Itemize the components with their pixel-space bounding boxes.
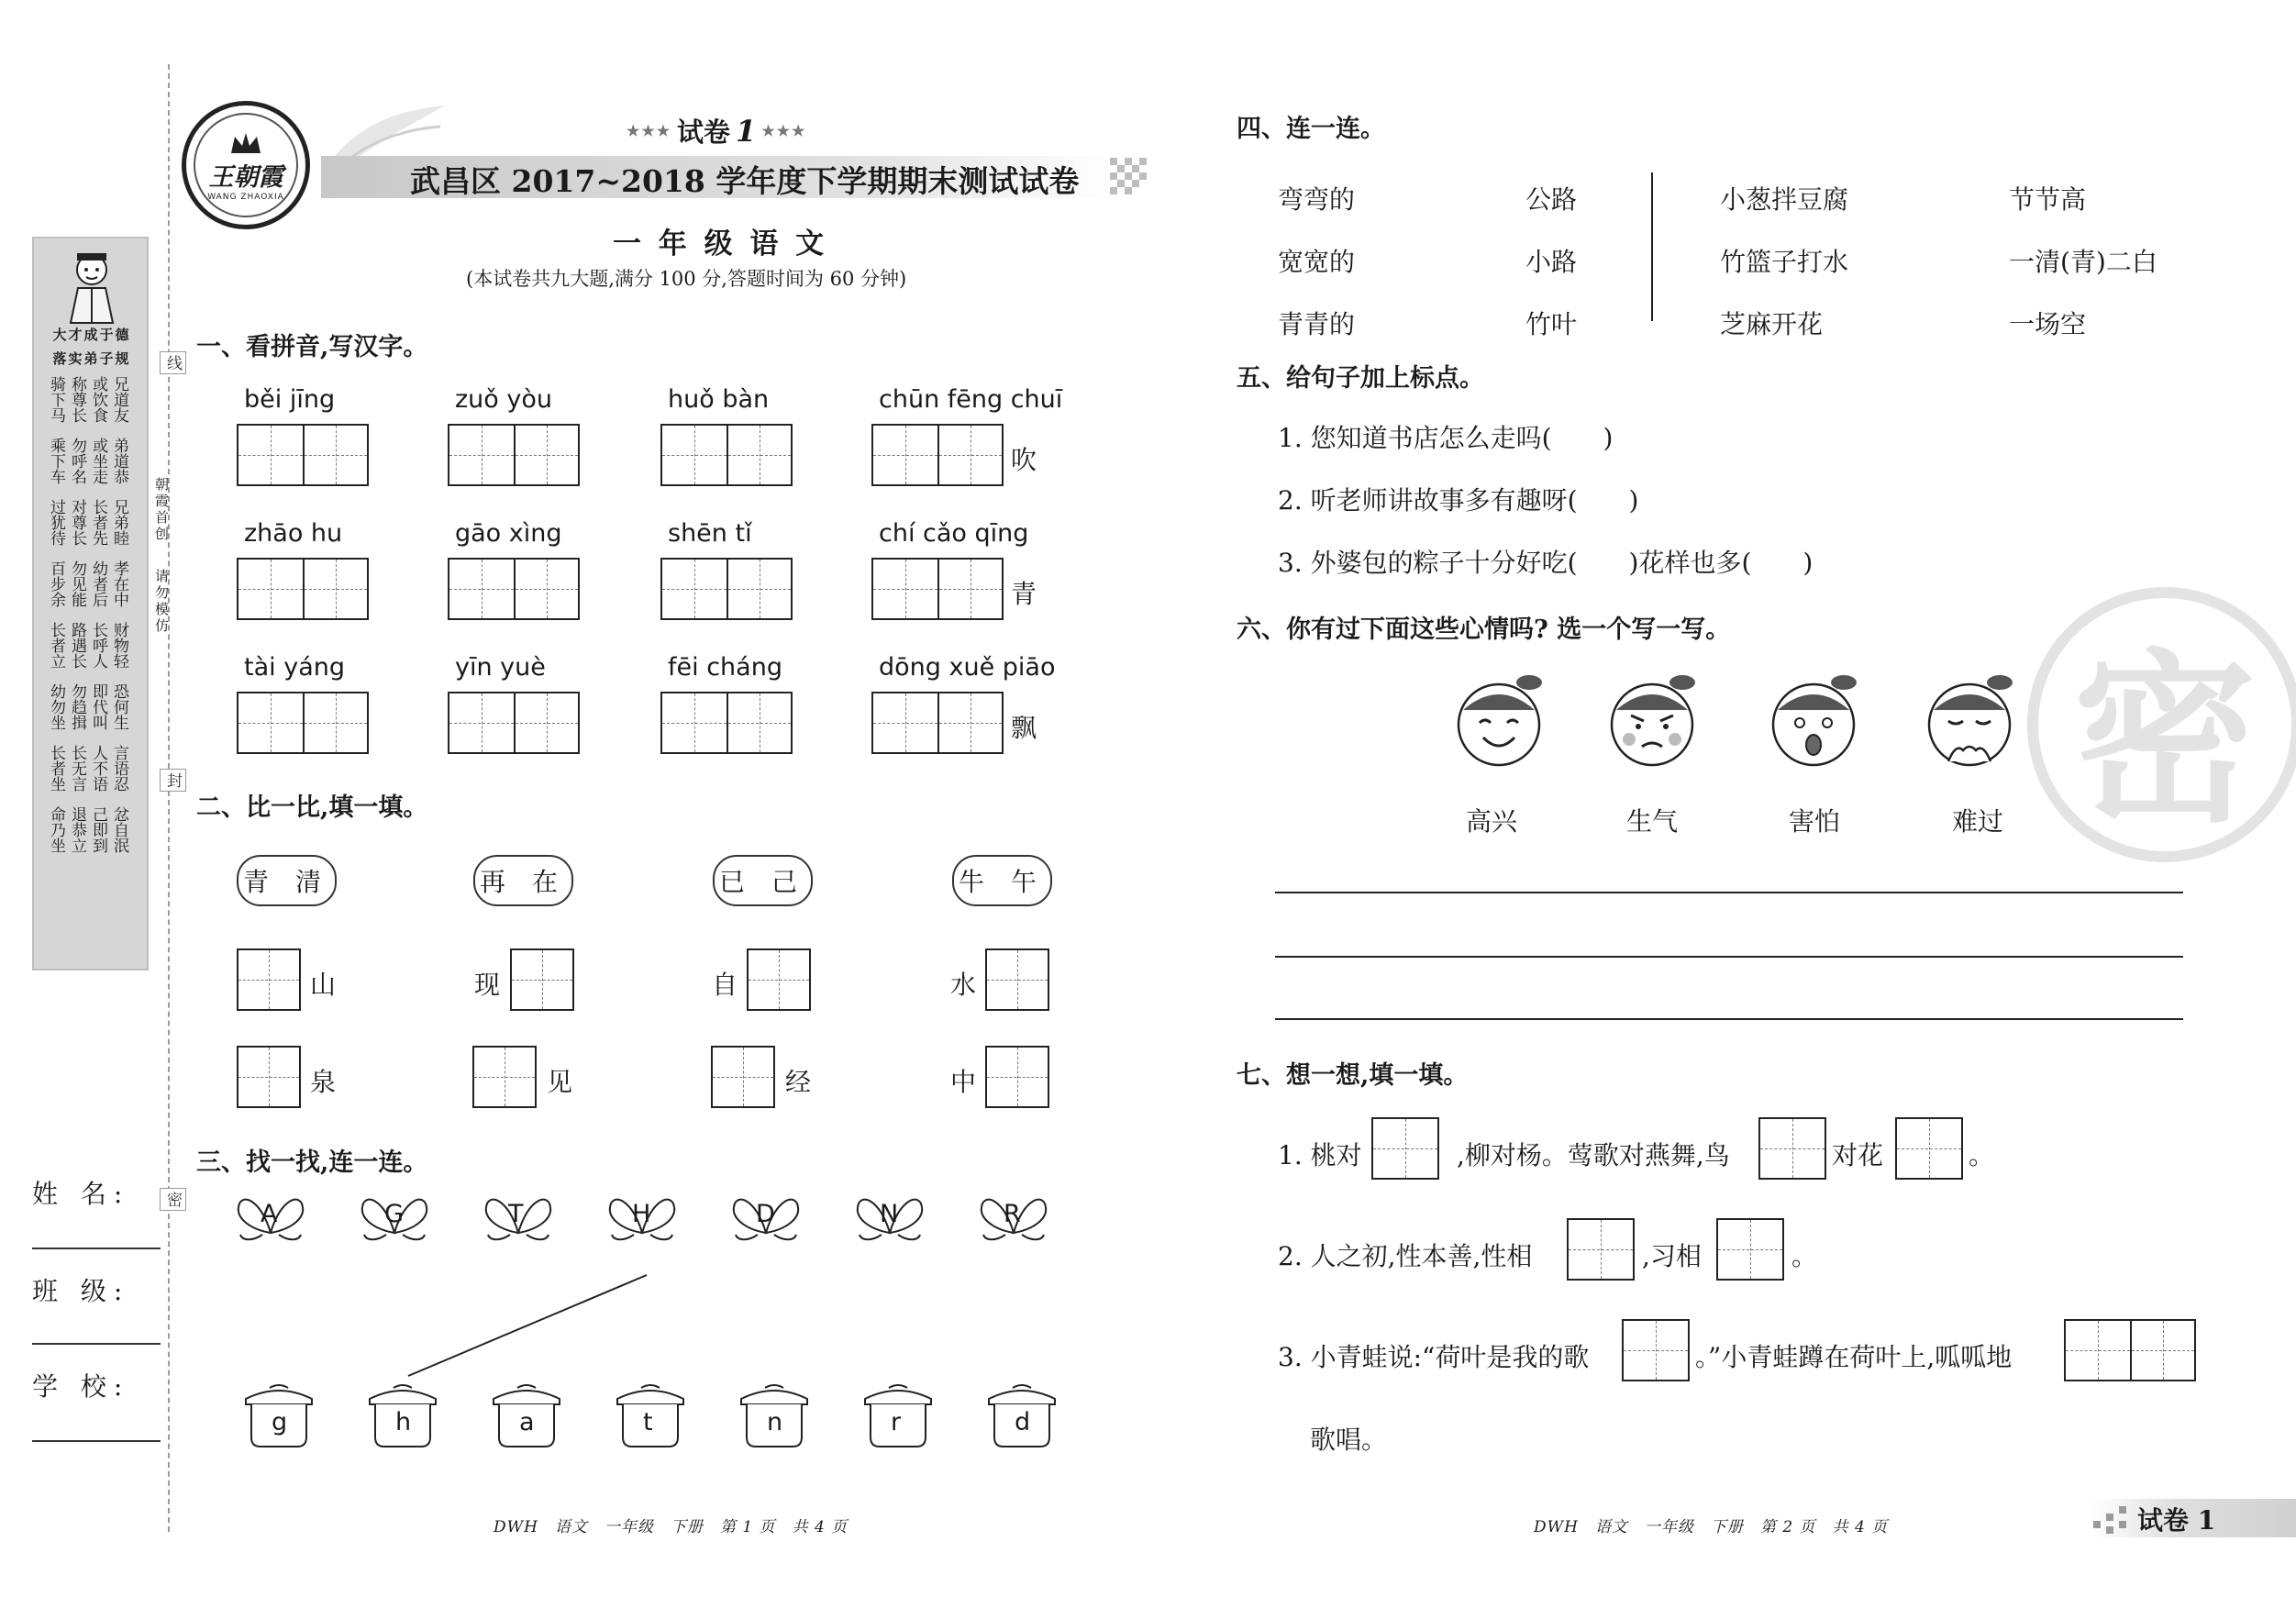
hanzi-writing-box[interactable] — [448, 424, 580, 486]
pinyin-label: gāo xìng — [455, 519, 562, 548]
punctuation-item: 1. 您知道书店怎么走吗( ) — [1278, 423, 1614, 453]
scholar-figure-icon — [61, 246, 122, 325]
house-card[interactable] — [614, 1381, 687, 1453]
lowercase-letter: h — [395, 1408, 412, 1436]
section7-title: 七、想一想,填一填。 — [1237, 1061, 1469, 1090]
answer-line[interactable] — [1275, 956, 2183, 958]
footer-left: DWH 语文 一年级 下册 第 1 页 共 4 页 — [494, 1518, 849, 1536]
lowercase-letter: r — [891, 1408, 902, 1436]
butterfly-card[interactable] — [606, 1191, 678, 1248]
answer-box[interactable] — [1622, 1319, 1690, 1381]
house-card[interactable] — [985, 1381, 1059, 1453]
pinyin-label: chí cǎo qīng — [879, 519, 1029, 548]
fill-text: 1. 桃对 — [1278, 1140, 1362, 1170]
uppercase-letter: G — [384, 1200, 404, 1228]
compare-pair: 青 清 — [237, 855, 337, 906]
fill-text: 对花 — [1832, 1140, 1884, 1170]
suffix-char: 吹 — [1011, 445, 1037, 475]
mood-label: 高兴 — [1466, 806, 1518, 837]
name-field[interactable] — [32, 1248, 161, 1249]
pinyin-label: zuǒ yòu — [455, 385, 552, 414]
butterfly-card[interactable] — [482, 1191, 554, 1248]
exam-note: (本试卷共九大题,满分 100 分,答题时间为 60 分钟) — [466, 268, 907, 290]
binding-mark-line: 线 — [160, 351, 186, 374]
match-item: 弯弯的 — [1278, 184, 1356, 215]
fill-text: 。 — [1969, 1140, 1995, 1170]
verse-group: 命乃坐 退恭立 己即到 忿自泯 — [47, 806, 128, 853]
fill-text: ,习相 — [1642, 1241, 1702, 1271]
hanzi-writing-box[interactable] — [871, 424, 1004, 486]
section6-title: 六、你有过下面这些心情吗? 选一个写一写。 — [1237, 616, 1731, 644]
answer-box[interactable] — [2064, 1319, 2196, 1381]
scared-face-icon — [1759, 670, 1868, 771]
fill-word: 中 — [950, 1067, 977, 1097]
checker-decoration-icon — [2093, 1503, 2134, 1534]
fill-word: 泉 — [310, 1067, 337, 1097]
match-col-4 — [2009, 169, 2157, 356]
answer-box[interactable] — [472, 1046, 537, 1108]
house-card[interactable] — [861, 1381, 935, 1453]
uppercase-letter: H — [632, 1200, 651, 1228]
school-field[interactable] — [32, 1440, 161, 1442]
verse-group: 长者坐 长无言 人不语 言语忍 — [47, 745, 128, 792]
class-field[interactable] — [32, 1343, 161, 1345]
answer-box[interactable] — [1371, 1117, 1439, 1180]
section3-title: 三、找一找,连一连。 — [196, 1148, 428, 1177]
fill-word: 现 — [474, 970, 501, 1000]
brand-name: 王朝霞 — [208, 162, 283, 192]
match-item: 青青的 — [1278, 309, 1356, 339]
copyright-note-1: 朝霞首创 — [153, 477, 170, 543]
verse-group: 乘下车 勿呼名 或坐走 弟道恭 — [47, 438, 128, 484]
answer-box[interactable] — [1716, 1218, 1784, 1281]
compare-pair: 牛 午 — [952, 855, 1052, 906]
answer-box[interactable] — [1567, 1218, 1635, 1281]
lowercase-letter: t — [643, 1408, 653, 1436]
fill-text: ,柳对杨。莺歌对燕舞,鸟 — [1457, 1140, 1730, 1170]
house-card[interactable] — [490, 1381, 563, 1453]
pinyin-label: tài yáng — [244, 653, 345, 682]
lowercase-letter: a — [519, 1408, 535, 1436]
match-item: 芝麻开花 — [1720, 309, 1824, 339]
verse-group: 百步余 勿见能 幼者后 孝在中 — [47, 560, 128, 607]
answer-box[interactable] — [1758, 1117, 1826, 1180]
section1-title: 一、看拼音,写汉字。 — [196, 333, 428, 361]
answer-line[interactable] — [1275, 892, 2183, 893]
fill-word: 见 — [547, 1067, 573, 1097]
answer-box[interactable] — [747, 948, 811, 1011]
match-col-1 — [1278, 169, 1355, 356]
hanzi-writing-box[interactable] — [237, 558, 369, 620]
footer-right: DWH 语文 一年级 下册 第 2 页 共 4 页 — [1534, 1518, 1889, 1536]
house-card[interactable] — [242, 1381, 316, 1453]
star-icon: ★★★ — [761, 122, 807, 139]
answer-line[interactable] — [1275, 1018, 2183, 1020]
checker-decoration-icon — [1110, 158, 1156, 198]
answer-box[interactable] — [985, 1046, 1049, 1108]
uppercase-letter: A — [261, 1200, 278, 1228]
house-card[interactable] — [366, 1381, 439, 1453]
fill-word: 自 — [712, 970, 738, 1000]
answer-box[interactable] — [711, 1046, 775, 1108]
section2-title: 二、比一比,填一填。 — [196, 793, 428, 822]
mood-label: 害怕 — [1789, 806, 1841, 837]
pinyin-label: fēi cháng — [668, 653, 782, 682]
lowercase-letter: n — [767, 1408, 783, 1436]
butterfly-card[interactable] — [730, 1191, 802, 1248]
fill-text: 3. 小青蛙说:“荷叶是我的歌 — [1278, 1342, 1590, 1372]
brand-logo — [182, 101, 310, 229]
hanzi-writing-box[interactable] — [660, 424, 793, 486]
lowercase-letter: d — [1015, 1408, 1031, 1436]
fill-text: 。 — [1791, 1241, 1818, 1271]
binding-mark-secret: 密 — [160, 1188, 186, 1211]
binding-motto-1: 大才成于德 — [52, 327, 131, 343]
pinyin-label: chūn fēng chuī — [879, 385, 1063, 414]
fill-text: 。”小青蛙蹲在荷叶上,呱呱地 — [1695, 1342, 2013, 1372]
pinyin-label: shēn tǐ — [668, 519, 752, 548]
match-item: 节节高 — [2009, 184, 2087, 215]
compare-pair: 再 在 — [473, 855, 573, 906]
divider — [1651, 172, 1653, 321]
pinyin-label: dōng xuě piāo — [879, 653, 1056, 682]
compare-pair: 已 己 — [713, 855, 813, 906]
mood-label: 难过 — [1952, 806, 2004, 837]
match-col-2 — [1525, 169, 1577, 356]
fill-word: 山 — [310, 970, 337, 1000]
hanzi-writing-box[interactable] — [448, 692, 580, 754]
section4-title: 四、连一连。 — [1237, 115, 1385, 143]
answer-box[interactable] — [237, 948, 301, 1011]
brand-sub: WANG ZHAOXIA — [207, 192, 284, 202]
butterfly-card[interactable] — [854, 1191, 926, 1248]
fill-text: 2. 人之初,性本善,性相 — [1278, 1241, 1533, 1271]
sad-face-icon — [1915, 670, 2024, 771]
match-item: 宽宽的 — [1278, 247, 1356, 277]
hanzi-writing-box[interactable] — [237, 692, 369, 754]
answer-box[interactable] — [985, 948, 1049, 1011]
class-label: 班 级: — [32, 1276, 130, 1306]
uppercase-letter: T — [508, 1200, 524, 1228]
mood-label: 生气 — [1626, 806, 1679, 837]
match-item: 一场空 — [2009, 309, 2087, 339]
punctuation-item: 3. 外婆包的粽子十分好吃( )花样也多( ) — [1278, 548, 1814, 578]
answer-box[interactable] — [237, 1046, 301, 1108]
pinyin-label: huǒ bàn — [668, 385, 770, 414]
match-item: 公路 — [1525, 184, 1578, 215]
subject-title: 一 年 级 语 文 — [613, 227, 828, 261]
butterfly-card[interactable] — [978, 1191, 1049, 1248]
uppercase-letter: N — [880, 1200, 899, 1228]
match-item: 小葱拌豆腐 — [1720, 184, 1849, 215]
fill-word: 水 — [950, 970, 977, 1000]
punctuation-item: 2. 听老师讲故事多有趣呀( ) — [1278, 485, 1639, 516]
uppercase-letter: R — [1004, 1200, 1021, 1228]
name-label: 姓 名: — [32, 1179, 130, 1209]
match-item: 竹叶 — [1525, 309, 1578, 339]
star-icon: ★★★ — [627, 122, 672, 139]
angry-face-icon — [1598, 670, 1706, 771]
pinyin-label: běi jīng — [244, 385, 336, 414]
hanzi-writing-box[interactable] — [448, 558, 580, 620]
section5-title: 五、给句子加上标点。 — [1237, 364, 1484, 393]
school-label: 学 校: — [32, 1371, 130, 1402]
fill-word: 经 — [785, 1067, 812, 1097]
binding-motto-2: 落实弟子规 — [52, 350, 131, 367]
paper-label: ★★★ 试卷 1 ★★★ — [627, 113, 807, 149]
hanzi-writing-box[interactable] — [237, 424, 369, 486]
hanzi-writing-box[interactable] — [871, 558, 1004, 620]
corner-label: 试卷 1 — [2137, 1505, 2216, 1536]
match-item: 小路 — [1525, 247, 1578, 277]
hanzi-writing-box[interactable] — [660, 558, 793, 620]
house-card[interactable] — [738, 1381, 811, 1453]
hanzi-writing-box[interactable] — [871, 692, 1004, 754]
binding-verses — [47, 376, 139, 868]
exam-title: 武昌区 2017~2018 学年度下学期期末测试试卷 — [410, 163, 1080, 199]
butterfly-card[interactable] — [235, 1191, 306, 1248]
fill-text: 歌唱。 — [1310, 1425, 1388, 1455]
match-item: 竹篮子打水 — [1720, 247, 1849, 277]
binding-cut-line — [168, 64, 170, 1532]
verse-group: 骑下马 称尊长 或饮食 兄道友 — [47, 376, 128, 423]
match-line — [404, 1270, 651, 1381]
match-col-3 — [1720, 169, 1848, 356]
pinyin-label: yīn yuè — [455, 653, 546, 682]
verse-group: 过犹待 对尊长 长者先 兄弟睦 — [47, 499, 128, 546]
suffix-char: 青 — [1011, 579, 1037, 609]
match-item: 一清(青)二白 — [2009, 247, 2157, 277]
hanzi-writing-box[interactable] — [660, 692, 793, 754]
happy-face-icon — [1445, 670, 1553, 771]
lowercase-letter: g — [272, 1408, 288, 1436]
secret-stamp: 密 — [2027, 587, 2296, 862]
binding-mark-seal: 封 — [160, 769, 186, 792]
verse-group: 幼勿坐 勿趋揖 即代叫 恐何生 — [47, 683, 128, 730]
pinyin-label: zhāo hu — [244, 519, 343, 548]
butterfly-card[interactable] — [359, 1191, 430, 1248]
answer-box[interactable] — [510, 948, 574, 1011]
copyright-note-2: 请勿模仿 — [153, 569, 170, 635]
suffix-char: 飘 — [1011, 713, 1037, 743]
answer-box[interactable] — [1895, 1117, 1963, 1180]
verse-group: 长者立 路遇长 长呼人 财物轻 — [47, 622, 128, 669]
binding-strip — [32, 237, 149, 970]
uppercase-letter: D — [756, 1200, 775, 1228]
